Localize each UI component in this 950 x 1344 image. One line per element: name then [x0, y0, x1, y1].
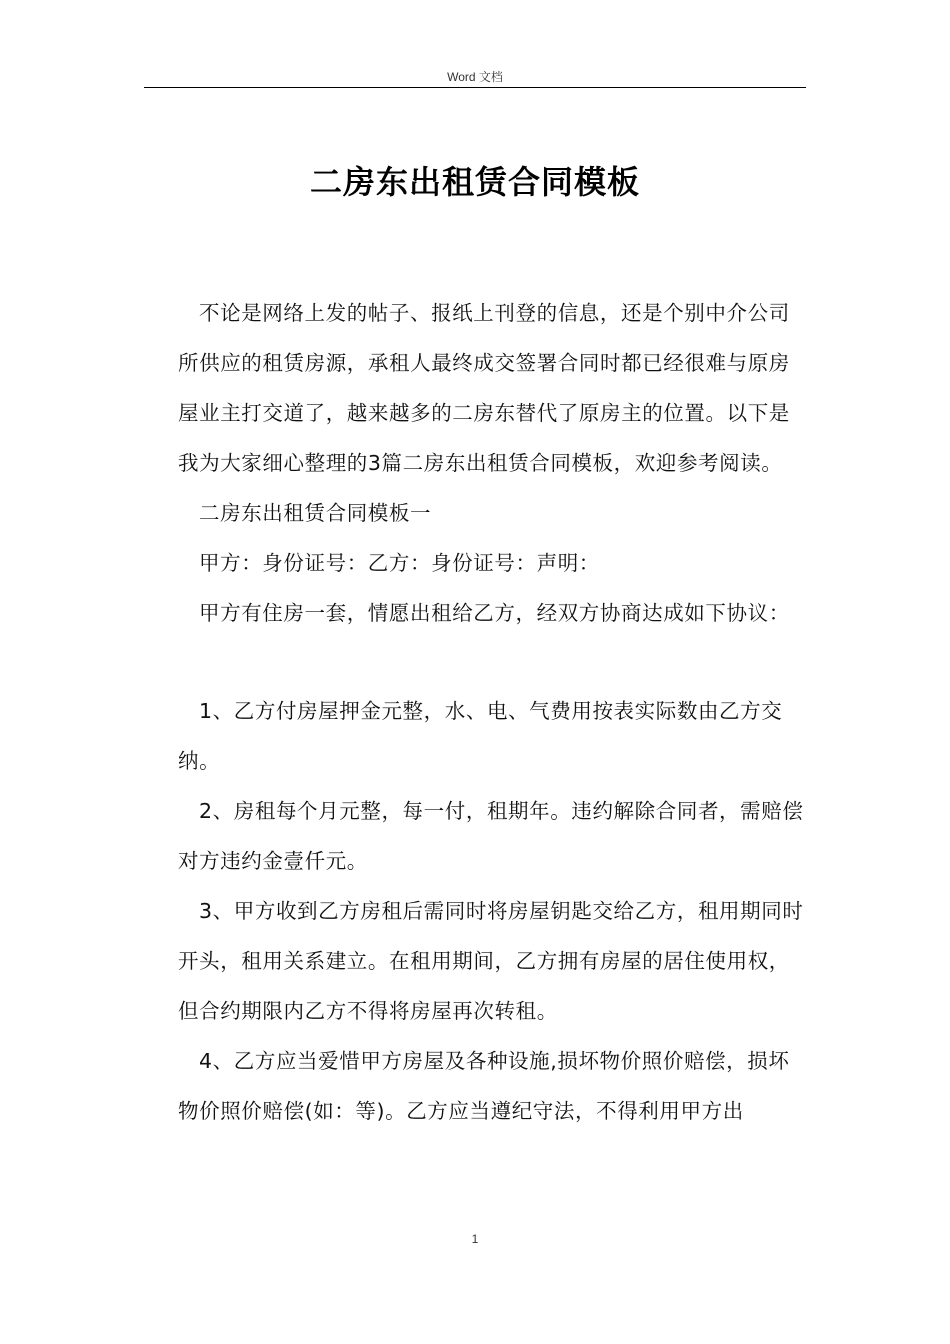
header-divider [144, 87, 806, 88]
blank-line [178, 638, 808, 686]
page-header: Word 文档 [447, 70, 503, 84]
document-body [178, 288, 808, 1136]
clause-item: 3、甲方收到乙方房租后需同时将房屋钥匙交给乙方，租用期同时开头，租用关系建立。在租用期间，乙方拥有房屋的居住使用权，但合约期限内乙方不得将房屋再次转租。 [178, 899, 804, 1023]
clause-item: 2、房租每个月元整，每一付，租期年。违约解除合同者，需赔偿对方违约金壹仟元。 [178, 799, 804, 873]
document-title: 二房东出租赁合同模板 [309, 163, 640, 201]
parties-line: 甲方：身份证号：乙方：身份证号：声明： [199, 551, 600, 575]
agreement-intro: 甲方有住房一套，情愿出租给乙方，经双方协商达成如下协议： [199, 601, 790, 625]
intro-paragraph: 不论是网络上发的帖子、报纸上刊登的信息，还是个别中介公司所供应的租赁房源，承租人最终成交签署合同时都已经很难与原房屋业主打交道了，越来越多的二房东替代了原房主的位置。以下是我为大家细心整理的3篇二房东出租赁合同模板，欢迎参考阅读。 [178, 301, 790, 475]
clause-item: 1、乙方付房屋押金元整，水、电、气费用按表实际数由乙方交纳。 [178, 699, 783, 773]
page-number: 1 [471, 1232, 479, 1246]
section-heading: 二房东出租赁合同模板一 [199, 501, 432, 525]
clause-item: 4、乙方应当爱惜甲方房屋及各种设施,损坏物价照价赔偿，损坏物价照价赔偿(如：等)。乙方应当遵纪守法，不得利用甲方出 [178, 1049, 790, 1123]
